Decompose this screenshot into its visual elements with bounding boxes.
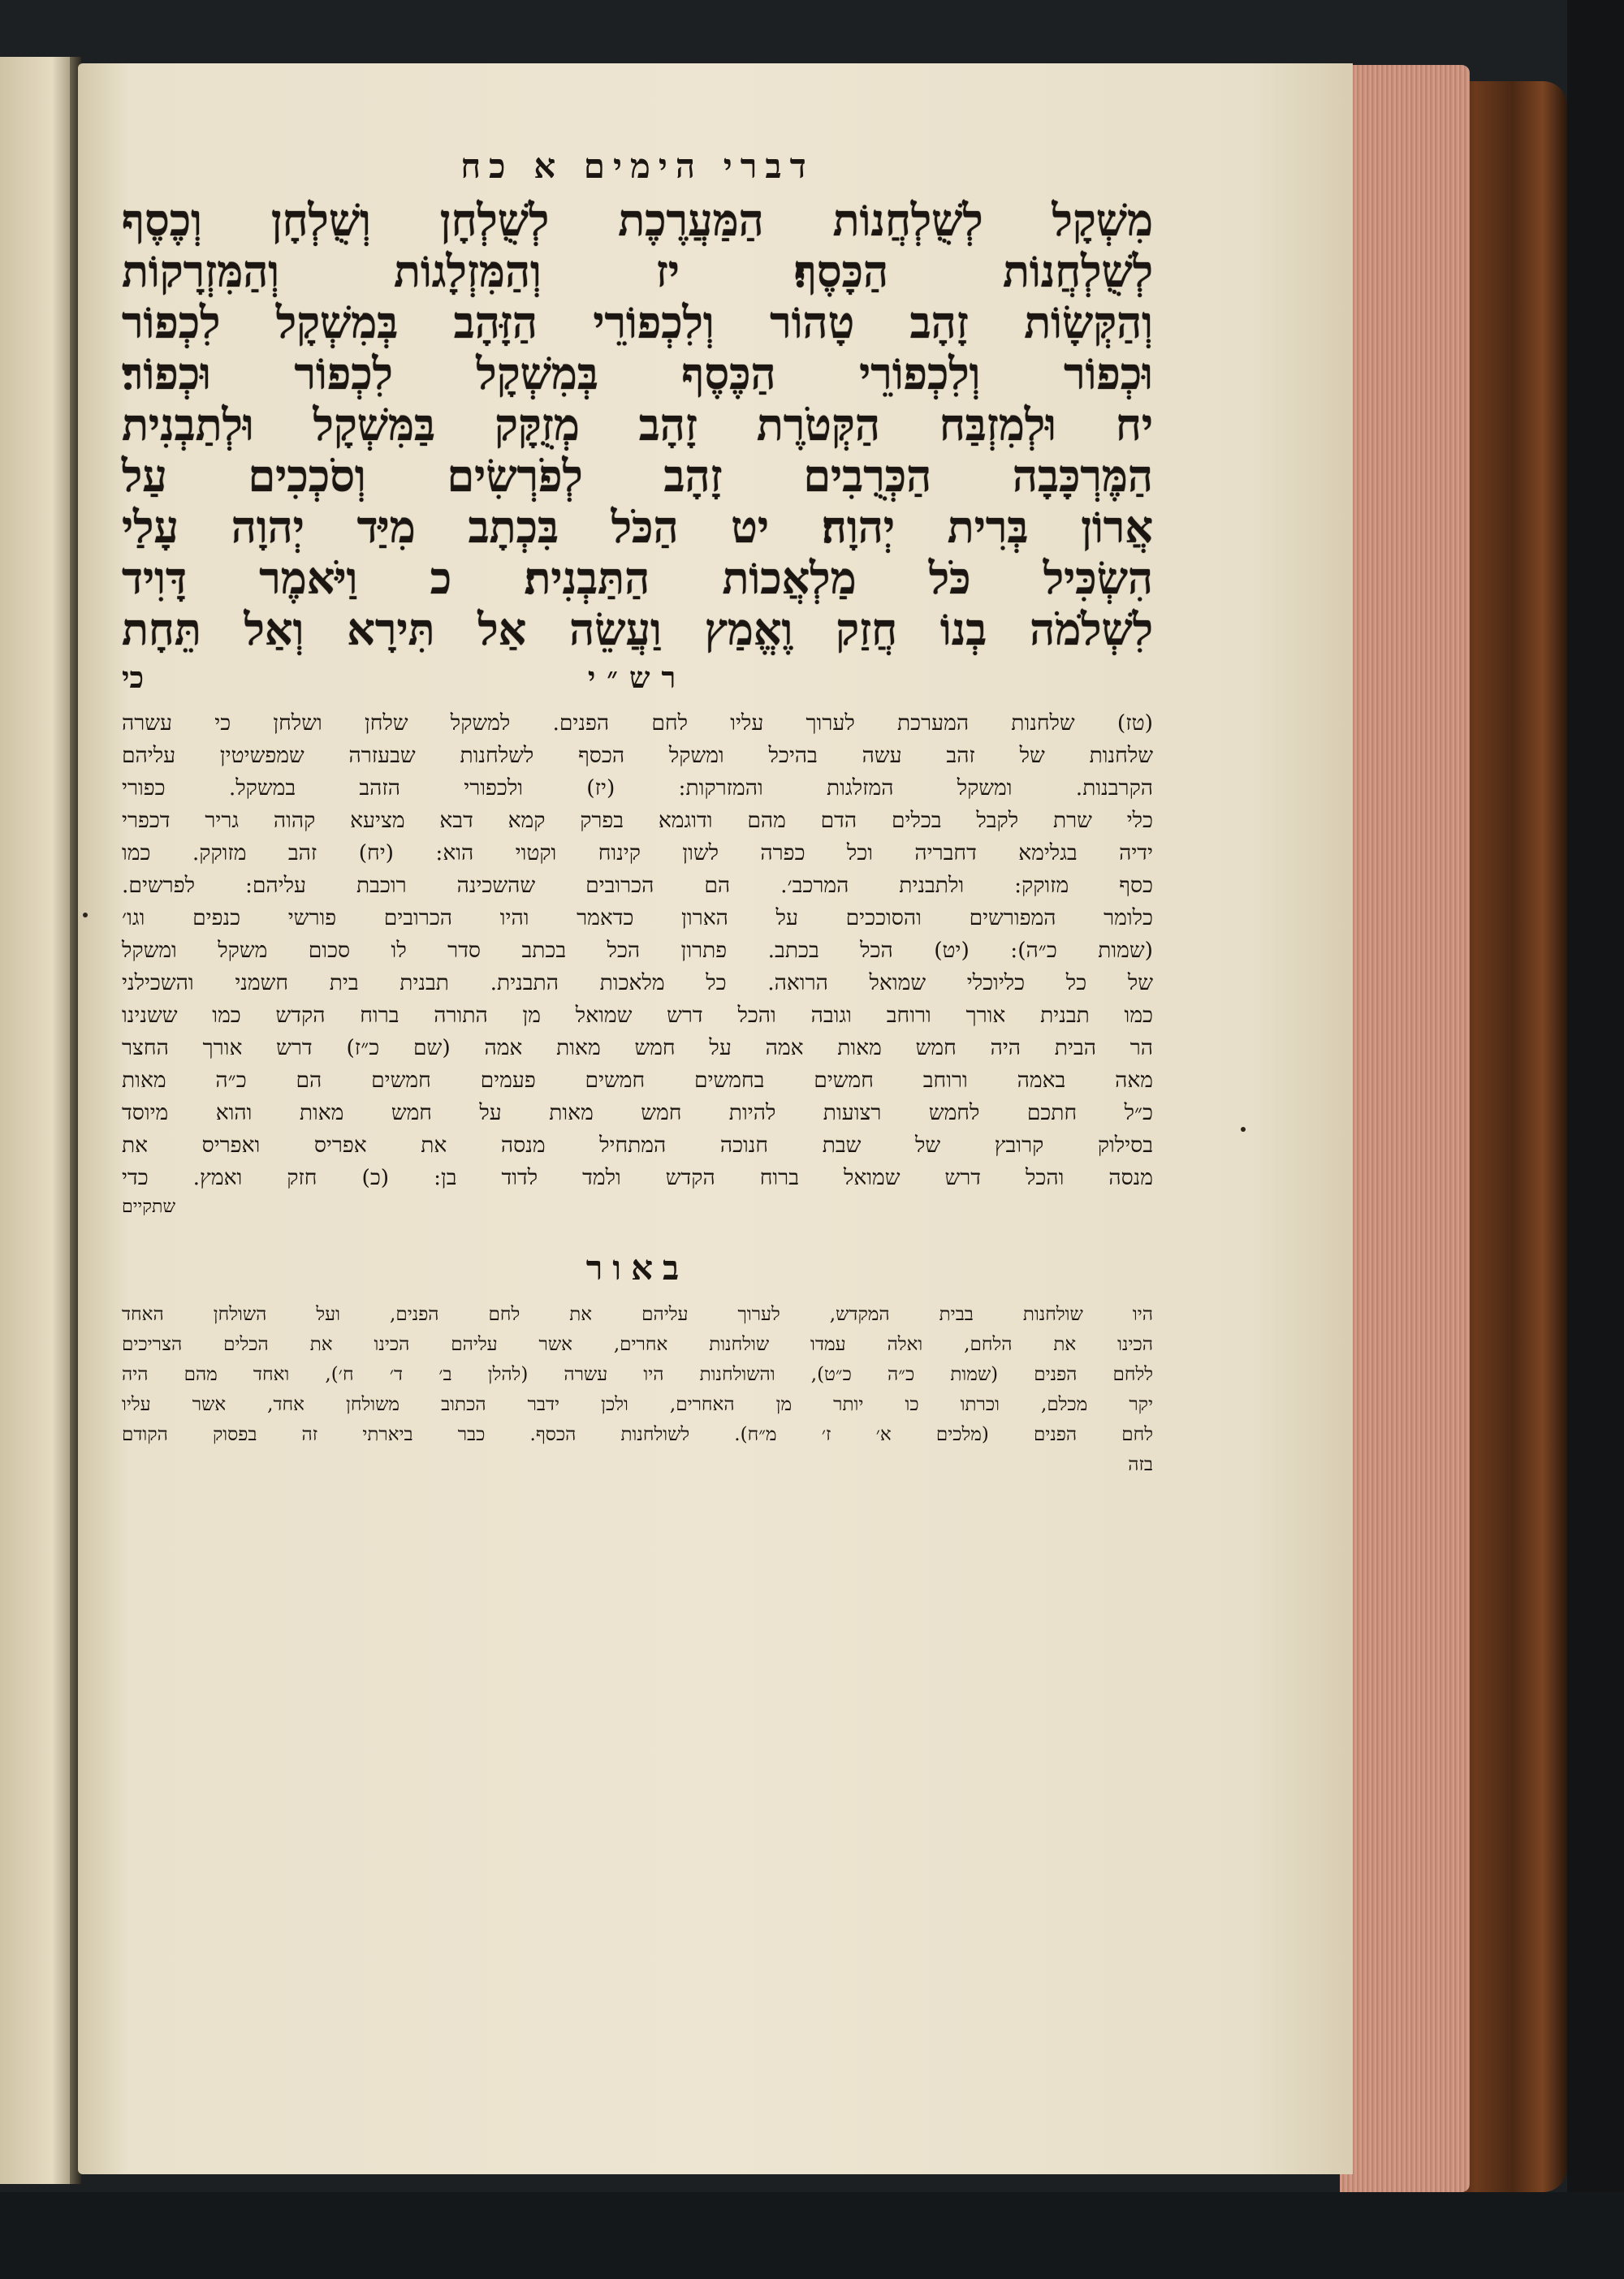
rashi-line: (טז) שלחנות המערכת לערוך עליו לחם הפנים. למשקל שלחן ושלחן כי עשרה	[122, 710, 1153, 736]
rashi-catchword: שתקיים	[122, 1197, 176, 1217]
running-header: דברי הימים א כח	[460, 146, 814, 186]
scripture-line: וּכְפוֹר וְלִכְפוֹרֵי הַכֶּסֶף בְּמִשְׁקָל לִכְפוֹר וּכְפוֹר׃	[122, 347, 1153, 399]
rashi-line: שלחנות של זהב עשה בהיכל ומשקל הכסף לשלחנות שבעזרה שמפשיטין עליהם	[122, 743, 1153, 768]
page-edges	[1340, 65, 1470, 2192]
rashi-commentary	[122, 707, 1153, 1194]
rashi-line: מנסה והכל דרש שמואל ברוח הקדש ולמד לדוד בן: (כ) חזק ואמץ. כדי	[122, 1165, 1153, 1190]
catchword: כי	[122, 661, 145, 695]
beur-line: לחם הפנים (מלכים א׳ ז׳ מ״ח). לשולחנות הכסף. כבר ביארתי זה בפסוק הקודם	[122, 1424, 1153, 1445]
rashi-line: כסף מזוקק: ולתבנית המרכב׳. הם הכרובים שהשכינה רוכבת עליהם: לפרשים.	[122, 873, 1153, 898]
rashi-line: הר הבית היה חמש מאות אמה על חמש מאות אמה (שם כ״ז) דרש אורך החצר	[122, 1035, 1153, 1060]
beur-title: באור	[585, 1248, 689, 1288]
commentary-header-row	[122, 658, 1153, 697]
scripture-line: הִשְׂכִּיל כֹּל מַלְאֲכוֹת הַתַּבְנִית׃ כ וַיֹּאמֶר דָּוִיד	[122, 552, 1153, 604]
rashi-line: בסילוק קרובץ של שבת חנוכה המתחיל מנסה את אפריס ואפריס את	[122, 1133, 1153, 1158]
beur-line: ללחם הפנים (שמות כ״ה כ״ט), והשולחנות היו עשרה (להלן ב׳ ד׳ ח׳), ואחד מהם היה	[122, 1364, 1153, 1385]
scripture-line: מִשְׁקָל לְשֻׁלְחֲנוֹת הַמַּעֲרֶכֶת לְשֻׁלְחָן וְשֻׁלְחָן וְכֶסֶף	[122, 194, 1153, 246]
scripture-line: יח וּלְמִזְבַּח הַקְּטֹרֶת זָהָב מְזֻקָּק בַּמִּשְׁקָל וּלְתַבְנִית	[122, 399, 1153, 451]
left-page-edge	[0, 57, 75, 2184]
rashi-line: כלומר המפורשים והסוככים על הארון כדאמר והיו הכרובים פורשי כנפים וגו׳	[122, 905, 1153, 930]
table-surface	[0, 2192, 1624, 2279]
rashi-line: כמו תבנית אורך ורוחב וגובה והכל דרש שמואל מן התורה ברוח הקדש כמו ששנינו	[122, 1003, 1153, 1028]
rashi-line: מאה באמה ורוחב חמשים בחמשים חמשים פעמים חמשים הם כ״ה מאות	[122, 1068, 1153, 1093]
beur-commentary	[122, 1300, 1153, 1450]
rashi-line: כ״ל חתכם לחמש רצועות להיות חמש מאות על חמש מאות והוא מיוסד	[122, 1100, 1153, 1125]
scripture-line: לְשֻׁלְחֲנוֹת הַכָּסֶף׃ יז וְהַמִּזְלָגוֹת וְהַמִּזְרָקוֹת	[122, 245, 1153, 297]
scripture-text-block	[122, 195, 1153, 655]
dark-background	[1567, 0, 1624, 2279]
margin-mark	[1241, 1127, 1246, 1132]
scripture-line: הַמֶּרְכָּבָה הַכְּרֻבִים זָהָב לְפֹרְשִׂים וְסֹכְכִים עַל	[122, 450, 1153, 502]
scripture-line: וְהַקְּשָׂוֹת זָהָב טָהוֹר וְלִכְפוֹרֵי הַזָּהָב בְּמִשְׁקָל לִכְפוֹר	[122, 296, 1153, 348]
page-content	[122, 146, 1153, 1480]
scripture-line: אֲרוֹן בְּרִית יְהוָה׃ יט הַכֹּל בִּכְתָב מִיַּד יְהוָה עָלַי	[122, 501, 1153, 553]
beur-line: היו שולחנות בבית המקדש, לערוך עליהם את לחם הפנים, ועל השולחן האחד	[122, 1304, 1153, 1325]
margin-mark	[83, 913, 88, 917]
beur-line: יקר מכלם, וכרתו כו יותר מן האחרים, ולכן ידבר הכתוב משולחן אחד, אשר עליו	[122, 1394, 1153, 1415]
beur-last-line: בזה	[1128, 1454, 1153, 1475]
rashi-title: רש״י	[587, 661, 688, 695]
rashi-line: (שמות כ״ה): (יט) הכל בכתב. פתרון הכל בכתב סדר לו סכום משקל ומשקל	[122, 938, 1153, 963]
rashi-line: של כל כליוכלי שמואל הרואה. כל מלאכות התבנית. תבנית בית חשמני והשכילני	[122, 970, 1153, 995]
rashi-line: ידיה בגלימא דחבריה וכל כפרה לשון קינוח וקטוי הוא: (יח) זהב מזוקק. כמו	[122, 840, 1153, 865]
beur-line: הכינו את הלחם, ואלה עמדו שולחנות אחרים, אשר עליהם הכינו את הכלים הצריכים	[122, 1334, 1153, 1355]
rashi-line: כלי שרת לקבל בכלים הדם מהם ודוגמא בפרק קמא דבא מציעא קהוה גריר דכפרי	[122, 808, 1153, 833]
rashi-line: הקרבנות. ומשקל המזלגות והמזרקות: (יז) ולכפורי הזהב במשקל. כפורי	[122, 775, 1153, 801]
scripture-line: לִשְׁלֹמֹה בְנוֹ חֲזַק וֶאֱמַץ וַעֲשֵׂה אַל תִּירָא וְאַל תֵּחָת	[122, 603, 1153, 655]
